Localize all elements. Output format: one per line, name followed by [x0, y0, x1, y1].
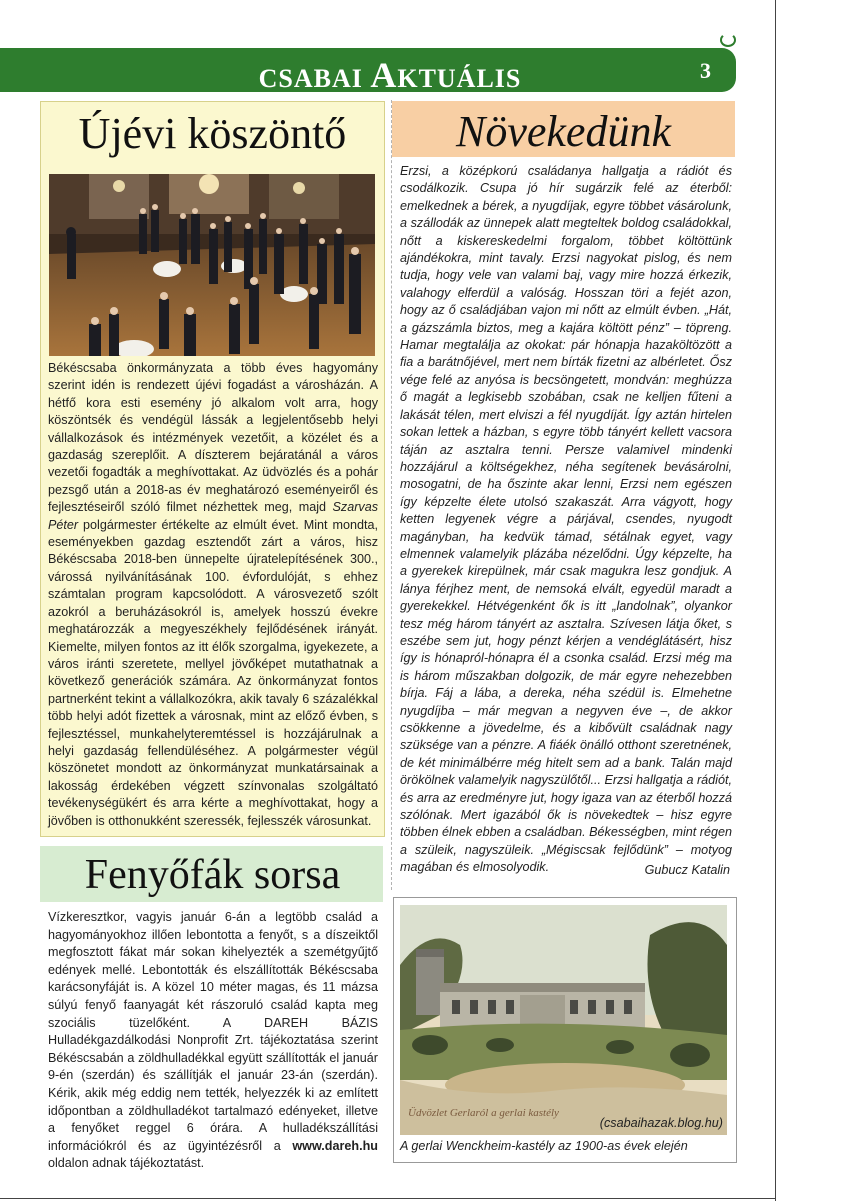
article-bottom-text: Vízkeresztkor, vagyis január 6-án a legtöbb család a hagyományokhoz illően lebontotta a fenyőt, s a díszeiktől megfosztott fákat már sokan kihelyezték a szemétgyűjtő edények mellé. Lebontották és elszállították Békéscsaba karácsonyfáját is. A közel 10 méter magas, és 11 mázsa súlyú fenyő faanyagát két rászoruló család kapta meg szociális tüzelőként. A DAREH BÁZIS Hulladékgazdálkodási Nonprofit Zrt. tájékoztatása szerint Békéscsabán a zöldhulladékkal együtt szállították el január 9-én (szerdán) és szállítják el január 23-án (szerdán). Kérik, akik még eddig nem tették, helyezzék ki az említett időpontban a zöldhulladékot tartalmazó edényeket, illetve a fenyőket reggel 6 órára. A hulladékszállítási információkról és az ügyintézésről a	[48, 910, 378, 1153]
page-border-right	[775, 0, 776, 1201]
dareh-link[interactable]: www.dareh.hu	[292, 1138, 378, 1153]
publication-title	[200, 54, 580, 96]
postcard-script-text: Üdvözlet Gerlaról a gerlai kastély	[408, 1107, 559, 1119]
swirl-icon	[720, 33, 736, 47]
mayor-name: Szarvas Péter	[48, 500, 378, 532]
castle-postcard-image	[400, 905, 727, 1135]
article-bottom-body	[48, 909, 378, 1173]
postcard-credit: (csabaihazak.blog.hu)	[599, 1116, 723, 1130]
article-left-text-2: polgármester értékelte az elmúlt évet. Mint mondta, eseményekben gazdag esztendőt zárt a város, hisz Békéscsaba 2018-ben ünnepelte újratelepítésének 300., várossá nyilvánításának 100. évfordulóját, s ehhez számtalan program kapcsolódott. A városvezető szólt azokról a beruházásokról is, amelyek hosszú évekre meghatározzák a megyeszékhely fejlődésének irányát. Kiemelte, milyen fontos az itt élők szorgalma, igyekezete, a város iránti szeretete, mellyel jövőképet mutathatnak a következő generációk számára. Az önkormányzat fontos partnerként tekint a vállalkozókra, akik tavaly 6 százalékkal több helyi adót fizettek a városnak, mint az előző évben, s fejlesztéssel, munkahelyteremtéssel is hozzájárulnak a helyi gazdaság fellendüléséhez. A polgármester végül köszönetet mondott az önkormányzat munkatársainak a lakosság érdekében végzett színvonalas szolgáltató tevékenységükért és arra kérte a meghívottakat, hogy a jövőben is otthonukként szeressék, fejlesszék városunkat.	[48, 517, 378, 828]
postcard-caption: A gerlai Wenckheim-kastély az 1900-as évek elején	[400, 1139, 688, 1153]
page-number: 3	[700, 58, 711, 83]
title-first: CSABAI	[258, 64, 371, 93]
article-left-title: Újévi köszöntő	[78, 109, 347, 158]
article-bottom-text-end: oldalon adnak tájékoztatást.	[48, 1156, 205, 1171]
title-rest: KTUÁLIS	[397, 64, 522, 93]
article-left-body	[48, 360, 378, 830]
title-big-letter: A	[370, 55, 398, 95]
reception-photo	[49, 174, 375, 356]
article-left-text-1: Békéscsaba önkormányzata a több éves hagyomány szerint idén is rendezett újévi fogadást a városházán. A hétfő kora esti esemény jó alkalom volt arra, hogy köszöntsék és vendégül lássák a legjelentősebb helyi vállalkozások és intézmények vezetőit, a közélet és a gazdaság szereplőit. A díszterem bejáratánál a város vezetői fogadták a meghívottakat. Az üdvözlés és a pohár pezsgő után a 2018-as év meghatározó eseményeiről és fejlesztéseiről szóló filmet nézhettek meg, majd	[48, 361, 378, 515]
article-bottom-title: Fenyőfák sorsa	[84, 852, 341, 898]
article-right-title: Növekedünk	[456, 107, 671, 156]
article-right-body: Erzsi, a középkorú családanya hallgatja a rádiót és csodálkozik. Csupa jó hír sugárzik felé az éterből: emelkednek a bérek, a nyugdíjak, egyre többet vásárolunk, a szállodák az ünnepek alatt megteltek boldog családokkal, nőtt a kiskereskedelmi forgalom, többet költöttünk ajándékokra, mint tavaly. Erzsi nagyokat pislog, és nem tudja, hogy vele van valami baj, vagy mire hozzá érkezik, valahogy elferdül a valóság. Hosszan töri a fejét azon, hogy az ő családjában vajon mi nőtt az elmúlt évben. „Hát, a gázszámla biztos, meg a kajára költött pénz” – töpreng. Hamar megtalálja az okokat: pár hónapja hazaköltözött a fia a barátnőjével, mert nem bírták fizetni az albérletet. Ősz vége felé az anyósa is becsöngetett, mondván: meghúzza ő magát a legkisebb szobában, csak ne kelljen fűteni a lakását télen, mert elviszi a fél nyugdíját. Így aztán hirtelen sokan lettek a házban, s egyre több tányért kellett vacsora táján az asztalra tenni. Persze valamivel mindenki hozzájárul a költségekhez, néha segítenek bevásárolni, mosogatni, de ha őszinte akar lenni, Erzsi nem egészen így képzelte élete utolsó szakaszát. Arra vágyott, hogy ketten legyenek végre a párjával, csendes, nyugodt magányban, ha kedvük támad, sétálnak egyet, vagy elmennek valamelyik plázába nézelődni. Úgy képzelte, ha a gyerekek kirepülnek, már csak magukra lesz gondjuk. A lánya férjhez ment, de nemsoká elvált, egyedül maradt a gyerekekkel. Hétvégenként ők is itt „landolnak”, olyankor tesz még három tányért az asztalra. Szívesen látja őket, s eszébe sem jut, hogy pénzt kérjen a vendéglátásért, hisz így is hónapról-hónapra él a csonka család. Erzsi még ma is három műszakban dolgozik, de már egyre nehezebben bírja. Fáj a lába, a dereka, néha szédül is. Elmehetne nyugdíjba – már megvan a negyven éve –, de akkor csökkenne a jövedelme, és a kibővült családnak nagy szüksége van a pénzre. A fiáék önálló otthont szeretnének, de két minimálbérre még hitelt sem ad a bank. Talán majd örökölnek valamelyik nagyszülőtől... Erzsi hallgatja a rádiót, és arra az eredményre jut, hogy igaza van az éterből hozzá szólónak. Mert igazából ők is növekedtek – hisz egyre többen élnek ebben a családban. Békességben, mint régen a szüleik, nagyszüleik. „Mégiscsak fejlődünk” – motyog magában és elmosolyodik.	[400, 164, 732, 875]
article-right-author: Gubucz Katalin	[644, 863, 730, 877]
page-border-bottom	[0, 1198, 776, 1199]
column-divider	[391, 100, 392, 890]
